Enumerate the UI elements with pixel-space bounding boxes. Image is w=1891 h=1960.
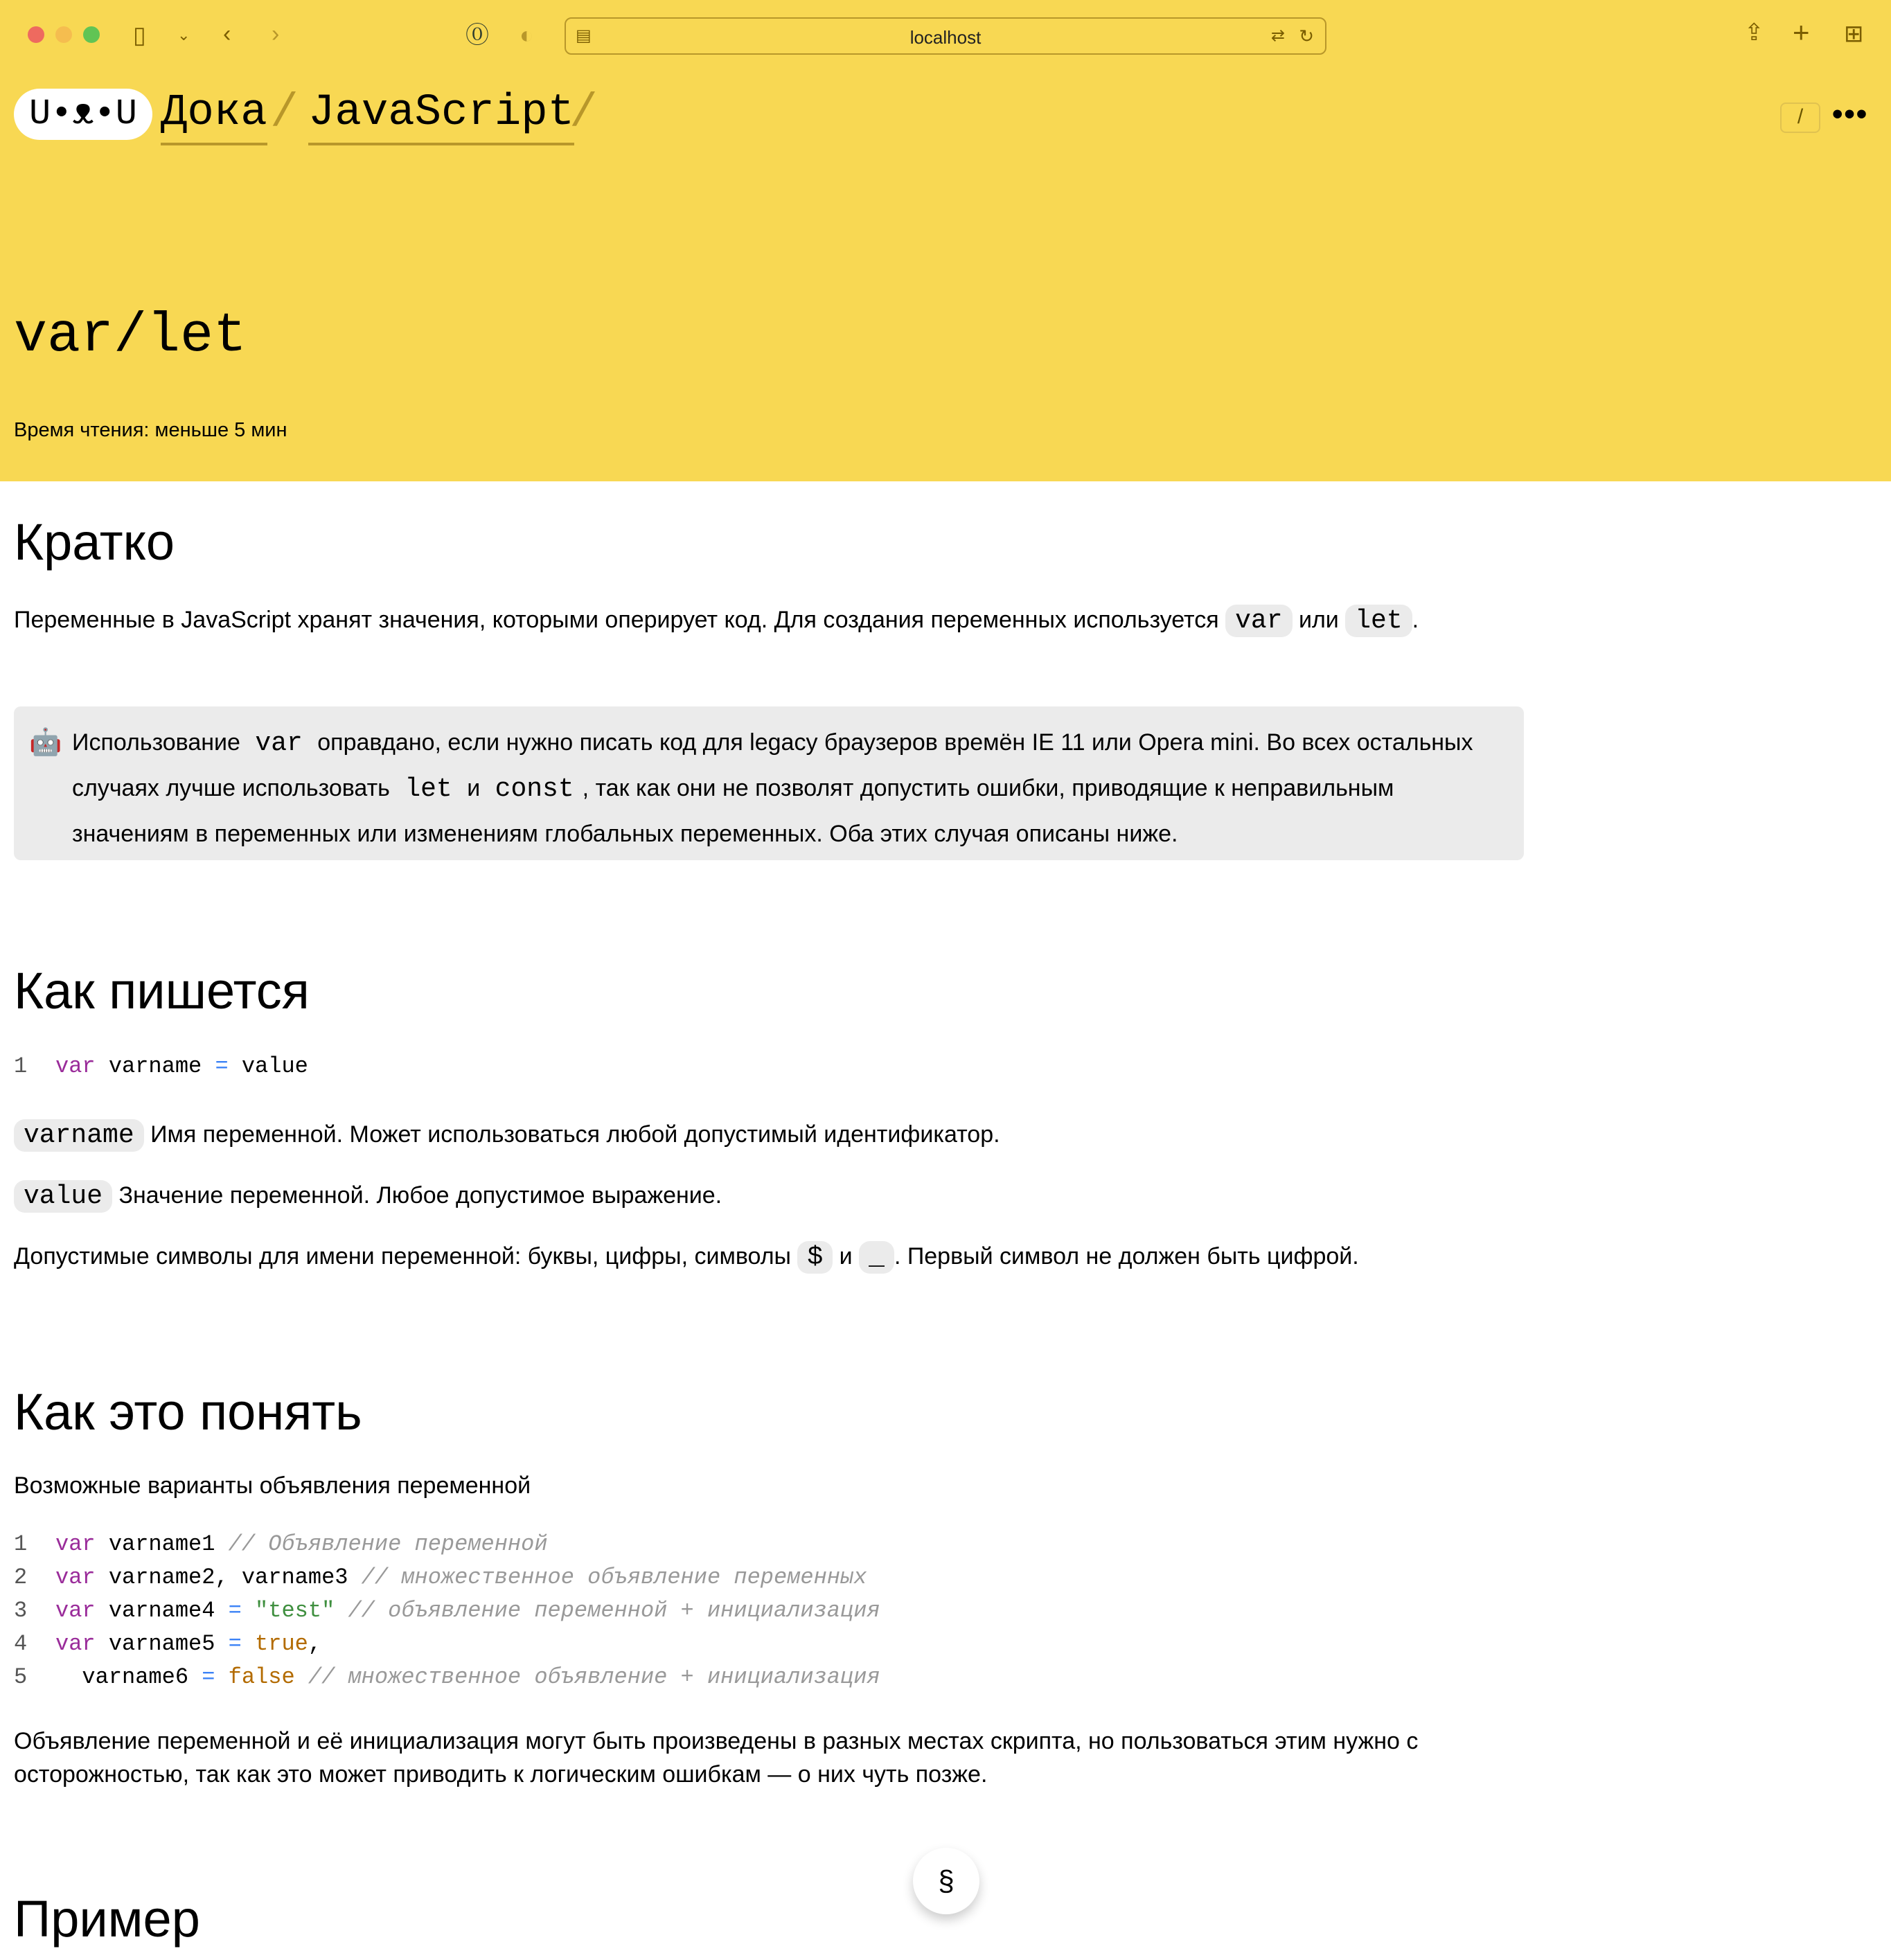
brief-paragraph: Переменные в JavaScript хранят значения, которыми оперирует код. Для создания переменных используется var или let . <box>14 606 1419 636</box>
code-block-variants <box>14 1528 880 1694</box>
code-line: 5 varname6 = false // множественное объявление + инициализация <box>14 1664 880 1690</box>
logo[interactable]: U•ᴥ•U <box>14 89 152 140</box>
page-icon: ▤ <box>576 26 592 45</box>
breadcrumb-separator: / <box>270 87 299 140</box>
code-block-syntax: 1 var varname = value <box>14 1053 308 1079</box>
reading-time: Время чтения: меньше 5 мин <box>14 419 287 441</box>
page-title: var/let <box>14 305 247 368</box>
shield-icon[interactable]: ◐ <box>520 22 534 48</box>
back-button[interactable]: ‹ <box>223 21 231 47</box>
chevron-down-icon[interactable]: ⌄ <box>177 26 190 44</box>
password-manager-icon[interactable]: ⓪ <box>465 22 489 48</box>
callout-text: Использование var оправдано, если нужно писать код для legacy браузеров времён IE 11 или Opera mini. Во всех остальных случаях лучше использовать let и const , так как они не позволят допустить ошибки, приводящие к неправильным значениям в переменных или изменениям глобальных переменных. Оба этих случая описаны ниже. <box>72 729 1473 847</box>
heading-understand: Как это понять <box>14 1383 362 1441</box>
breadcrumb-separator: / <box>569 87 598 140</box>
section-nav-button[interactable]: § <box>913 1848 979 1914</box>
robot-icon: 🤖 <box>29 728 62 757</box>
code-line: 4 var varname5 = true, <box>14 1631 322 1657</box>
share-icon[interactable]: ⇪ <box>1744 19 1764 46</box>
heading-brief: Кратко <box>14 513 175 571</box>
reload-icon[interactable]: ↻ <box>1299 26 1314 46</box>
heading-example: Пример <box>14 1890 200 1948</box>
code-line: 3 var varname4 = "test" // объявление переменной + инициализация <box>14 1598 880 1623</box>
more-menu-button[interactable]: ••• <box>1832 97 1869 131</box>
code-line: 1 var varname1 // Объявление переменной <box>14 1531 548 1557</box>
close-window-button[interactable] <box>28 26 44 43</box>
zoom-window-button[interactable] <box>83 26 100 43</box>
sidebar-toggle-icon[interactable]: ▯ <box>133 22 146 48</box>
new-tab-icon[interactable]: + <box>1793 16 1810 48</box>
hero <box>0 0 1891 481</box>
inline-code: var <box>1225 605 1292 637</box>
allowed-chars: Допустимые символы для имени переменной: буквы, цифры, символы $ и _ . Первый символ не должен быть цифрой. <box>14 1242 1359 1272</box>
browser-toolbar <box>0 0 1891 72</box>
heading-syntax: Как пишется <box>14 962 310 1019</box>
varname-description: varname Имя переменной. Может использоваться любой допустимый идентификатор. <box>14 1112 1524 1159</box>
search-shortcut-button[interactable]: / <box>1780 103 1820 133</box>
understand-outro: Объявление переменной и её инициализация могут быть произведены в разных местах скрипта, но пользоваться этим нужно с осторожностью, так как это может приводить к логическим ошибкам — о них чуть позже. <box>14 1728 1419 1788</box>
callout <box>14 706 1524 860</box>
understand-intro: Возможные варианты объявления переменной <box>14 1472 531 1499</box>
url-text: localhost <box>909 27 982 48</box>
minimize-window-button[interactable] <box>55 26 72 43</box>
translate-icon[interactable]: ⇄ <box>1270 26 1285 45</box>
code-line: 2 var varname2, varname3 // множественное объявление переменных <box>14 1565 867 1590</box>
forward-button[interactable]: › <box>272 21 280 47</box>
inline-code: let <box>1345 605 1412 637</box>
breadcrumb-javascript[interactable]: JavaScript <box>308 83 574 145</box>
address-bar[interactable] <box>565 17 1326 55</box>
breadcrumb-doka[interactable]: Дока <box>161 83 267 145</box>
value-description: value Значение переменной. Любое допустимое выражение. <box>14 1173 1524 1220</box>
tab-overview-icon[interactable]: ⊞ <box>1844 21 1864 47</box>
